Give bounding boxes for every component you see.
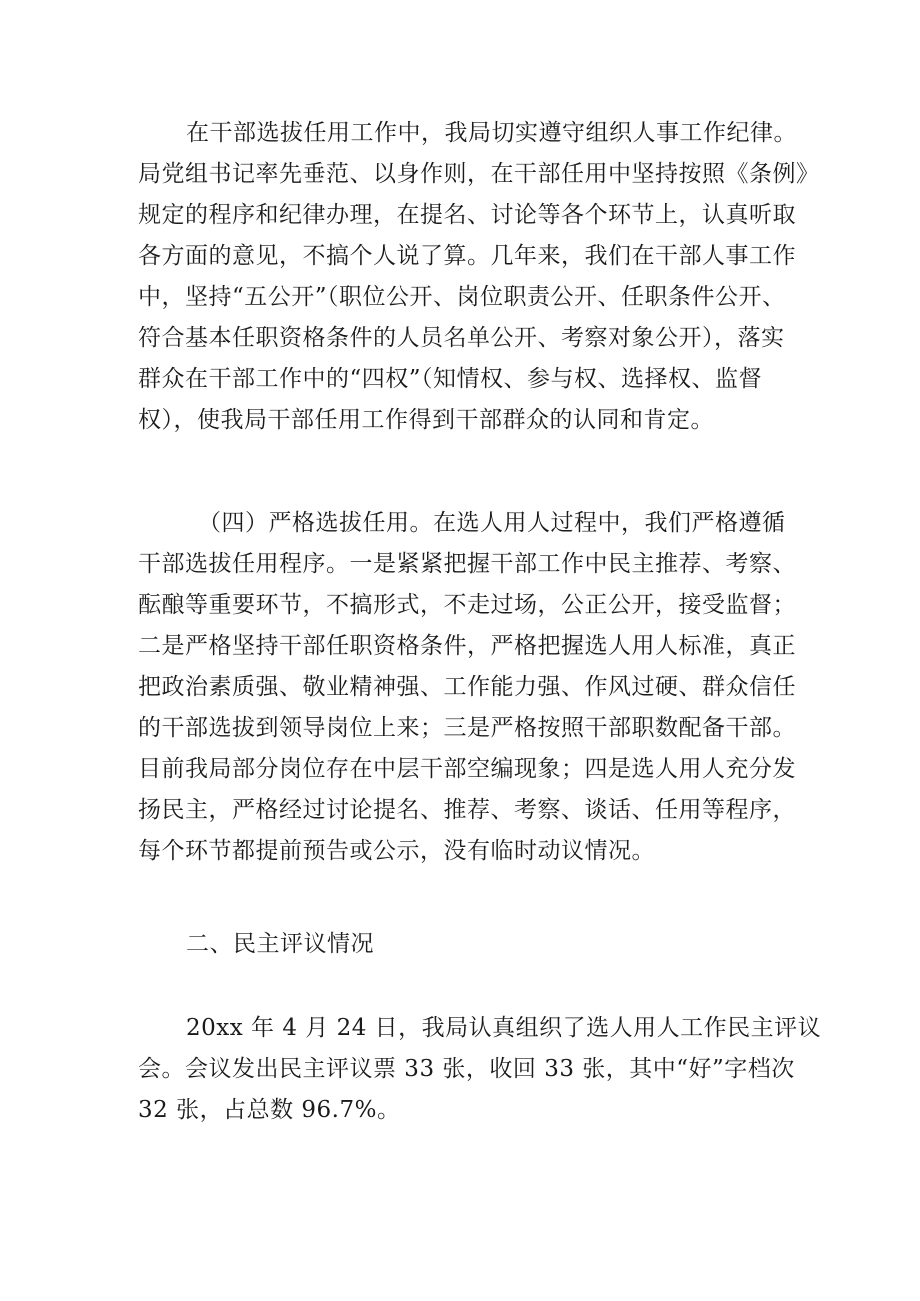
text-line: 扬民主，严格经过讨论提名、推荐、考察、谈话、任用等程序， [138,797,796,823]
text-line: 酝酿等重要环节，不搞形式，不走过场，公正公开，接受监督； [138,592,796,618]
text-line: 二是严格坚持干部任职资格条件，严格把握选人用人标准，真正 [138,633,796,659]
text-line: 每个环节都提前预告或公示，没有临时动议情况。 [138,838,655,864]
paragraph-cadre-discipline [138,113,820,441]
text-line: 在干部选拔任用工作中，我局切实遵守组织人事工作纪律。 [186,120,797,146]
text-line: 目前我局部分岗位存在中层干部空编现象；四是选人用人充分发 [138,756,796,782]
section-heading [138,924,798,965]
text-line: 干部选拔任用程序。一是紧紧把握干部工作中民主推荐、考察、 [138,551,796,577]
section-heading-text: 二、民主评议情况 [186,931,374,957]
text-line: 局党组书记率先垂范、以身作则，在干部任用中坚持按照《条例》 [138,161,820,187]
paragraph-strict-selection [138,503,798,872]
text-line: 群众在干部工作中的“四权”（知情权、参与权、选择权、监督 [138,366,763,392]
paragraph-democratic-review [138,1008,822,1131]
text-line: 各方面的意见，不搞个人说了算。几年来，我们在干部人事工作 [138,243,796,269]
text-line: 规定的程序和纪律办理，在提名、讨论等各个环节上，认真听取 [138,202,796,228]
text-line: 符合基本任职资格条件的人员名单公开、考察对象公开），落实 [138,325,785,351]
text-line: 32 张，占总数 96.7%。 [138,1097,401,1123]
text-line: 把政治素质强、敬业精神强、工作能力强、作风过硬、群众信任 [138,674,796,700]
text-line: 会。会议发出民主评议票 33 张，收回 33 张，其中“好”字档次 [138,1056,795,1082]
text-line: 中，坚持“五公开”（职位公开、岗位职责公开、任职条件公开、 [138,284,786,310]
text-line: 20xx 年 4 月 24 日，我局认真组织了选人用人工作民主评议 [186,1015,822,1041]
text-line: 权），使我局干部任用工作得到干部群众的认同和肯定。 [138,407,714,433]
text-line: （四）严格选拔任用。在选人用人过程中，我们严格遵循 [198,510,786,536]
text-line: 的干部选拔到领导岗位上来；三是严格按照干部职数配备干部。 [138,715,796,741]
